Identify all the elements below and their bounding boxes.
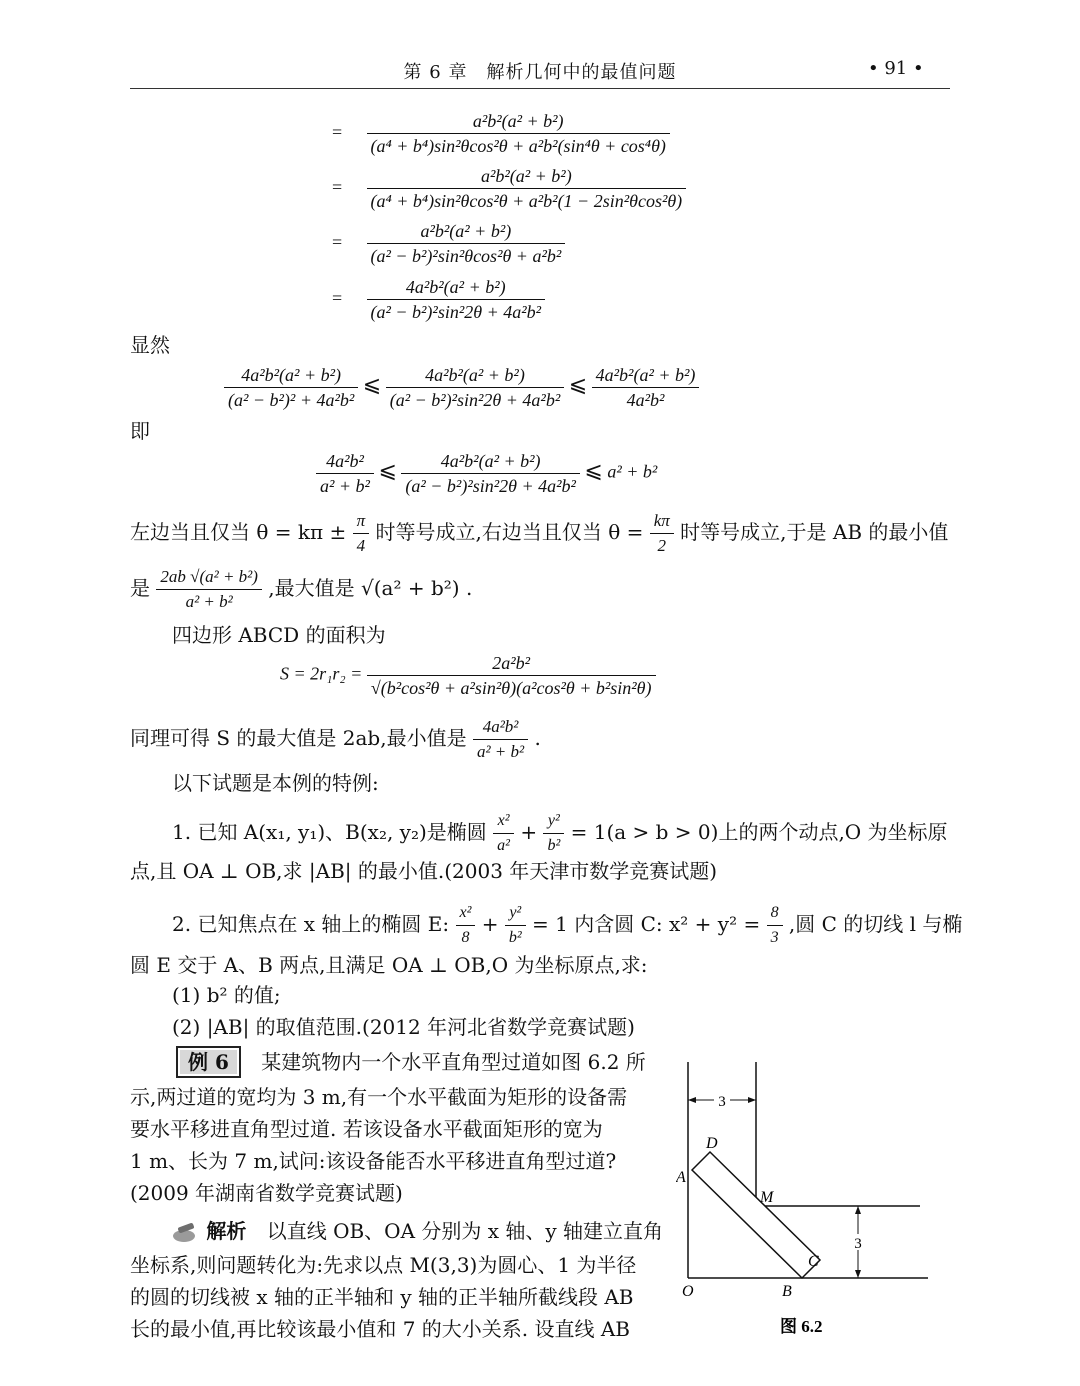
example-6-line-2: 示,两过道的宽均为 3 m,有一个水平截面为矩形的设备需 [130, 1085, 628, 1109]
area-intro: 四边形 ABCD 的面积为 [172, 623, 386, 647]
area-equation: S = 2r₁r₂ = $\frac{\text{2a²b²}}{\text{√(b²cos²θ + a²sin²θ)(a²cos²θ + b²sin²θ)}}$ [280, 652, 656, 699]
condition-line: 左边当且仅当 θ = kπ ± $\frac{\pi}{4}$ 时等号成立,右边当且仅当 θ = $\frac{k\pi}{2}$ 时等号成立,于是 AB 的最小值 [130, 511, 949, 555]
solution-line-3: 的圆的切线被 x 轴的正半轴和 y 轴的正半轴所截线段 AB [130, 1285, 634, 1309]
solution-line-1: 解析 以直线 OB、OA 分别为 x 轴、y 轴建立直角 [172, 1216, 663, 1246]
header-rule [130, 88, 950, 89]
pencil-icon [172, 1222, 200, 1244]
arrow-right-icon [748, 1097, 756, 1103]
equation-4: = $\frac{\text{4a²b²(a² + b²)}}{\text{(a² − b²)²sin²2θ + 4a²b²}}$ [332, 276, 545, 323]
label-B: B [782, 1283, 792, 1300]
problem-2-line-2: 圆 E 交于 A、B 两点,且满足 OA ⊥ OB,O 为坐标原点,求: [130, 953, 648, 977]
problem-1-line-2: 点,且 OA ⊥ OB,求 |AB| 的最小值.(2003 年天津市数学竞赛试题) [130, 859, 718, 883]
solution-line-4: 长的最小值,再比较该最小值和 7 的大小关系. 设直线 AB [130, 1317, 631, 1341]
arrow-up-icon [855, 1206, 861, 1214]
label-O: O [682, 1283, 694, 1300]
problem-2-sub-1: (1) b² 的值; [172, 983, 281, 1007]
label-A: A [676, 1169, 686, 1186]
min-value-line: 是 $\frac{\text{2ab √(a² + b²)}}{\text{a² + b²}}$ ,最大值是 √(a² + b²) . [130, 567, 473, 611]
inequality-1: $\frac{\text{4a²b²(a² + b²)}}{\text{(a² − b²)² + 4a²b²}}$ ⩽ $\frac{\text{4a²b²(a² + b²)}}{\text{(a² − b²)²sin²2θ + 4a²b²}}$ ⩽ $\frac{\text{4a²b²(a² + b²)}}{\text{4a²b²}}$ [224, 364, 699, 411]
arrow-left-icon [688, 1097, 696, 1103]
text-xianran: 显然 [130, 333, 170, 357]
jiexi-label: 解析 [206, 1219, 247, 1243]
label-D: D [706, 1135, 718, 1152]
equation-2: = $\frac{\text{a²b²(a² + b²)}}{\text{(a⁴ + b⁴)sin²θcos²θ + a²b²(1 − 2sin²θcos²θ)}}$ [332, 165, 686, 212]
problem-2-sub-2: (2) |AB| 的取值范围.(2012 年河北省数学竞赛试题) [172, 1015, 635, 1039]
inequality-2: $\frac{\text{4a²b²}}{\text{a² + b²}}$ ⩽ $\frac{\text{4a²b²(a² + b²)}}{\text{(a² − b²)²sin²2θ + 4a²b²}}$ ⩽ a² + b² [316, 450, 657, 497]
solution-line-2: 坐标系,则问题转化为:先求以点 M(3,3)为圆心、1 为半径 [130, 1253, 637, 1277]
example-label-box: 例 6 [176, 1046, 241, 1078]
example-6-line-1: 例 6 某建筑物内一个水平直角型过道如图 6.2 所 [176, 1046, 646, 1078]
example-6-line-5: (2009 年湖南省数学竞赛试题) [130, 1181, 403, 1205]
example-6-line-4: 1 m、长为 7 m,试问:该设备能否水平移进直角型过道? [130, 1149, 617, 1173]
example-6-line-3: 要水平移进直角型过道. 若该设备水平截面矩形的宽为 [130, 1117, 603, 1141]
dimension-top-label: 3 [718, 1094, 726, 1110]
special-intro: 以下试题是本例的特例: [172, 771, 379, 795]
dimension-right-label: 3 [854, 1236, 862, 1252]
problem-2-line-1: 2. 已知焦点在 x 轴上的椭圆 E: $\frac{\text{x²}}{8}$ + $\frac{\text{y²}}{\text{b²}}$ = 1 内含圆 C: x² + y² = $\frac{8}{3}$ ,圆 C 的切线 l 与椭 [172, 904, 963, 946]
equation-3: = $\frac{\text{a²b²(a² + b²)}}{\text{(a² − b²)²sin²θcos²θ + a²b²}}$ [332, 220, 565, 267]
label-M: M [760, 1189, 774, 1206]
figure-caption: 图 6.2 [780, 1317, 823, 1336]
tongli-line: 同理可得 S 的最大值是 2ab,最小值是 $\frac{\text{4a²b²}}{\text{a² + b²}}$ . [130, 717, 541, 761]
problem-1-line-1: 1. 已知 A(x₁, y₁)、B(x₂, y₂)是椭圆 $\frac{\text{x²}}{\text{a²}}$ + $\frac{\text{y²}}{\text{b²}}$ = 1(a > b > 0)上的两个动点,O 为坐标原 [172, 812, 948, 854]
figure-6-2 [676, 1056, 936, 1346]
equation-1: = $\frac{\text{a²b²(a² + b²)}}{\text{(a⁴ + b⁴)sin²θcos²θ + a²b²(sin⁴θ + cos⁴θ)}}$ [332, 110, 670, 157]
label-C: C [808, 1253, 819, 1270]
text-ji: 即 [130, 419, 150, 443]
page-number: • 91 • [868, 58, 924, 79]
arrow-down-icon [855, 1270, 861, 1278]
running-title: 第 6 章 解析几何中的最值问题 [403, 62, 677, 83]
